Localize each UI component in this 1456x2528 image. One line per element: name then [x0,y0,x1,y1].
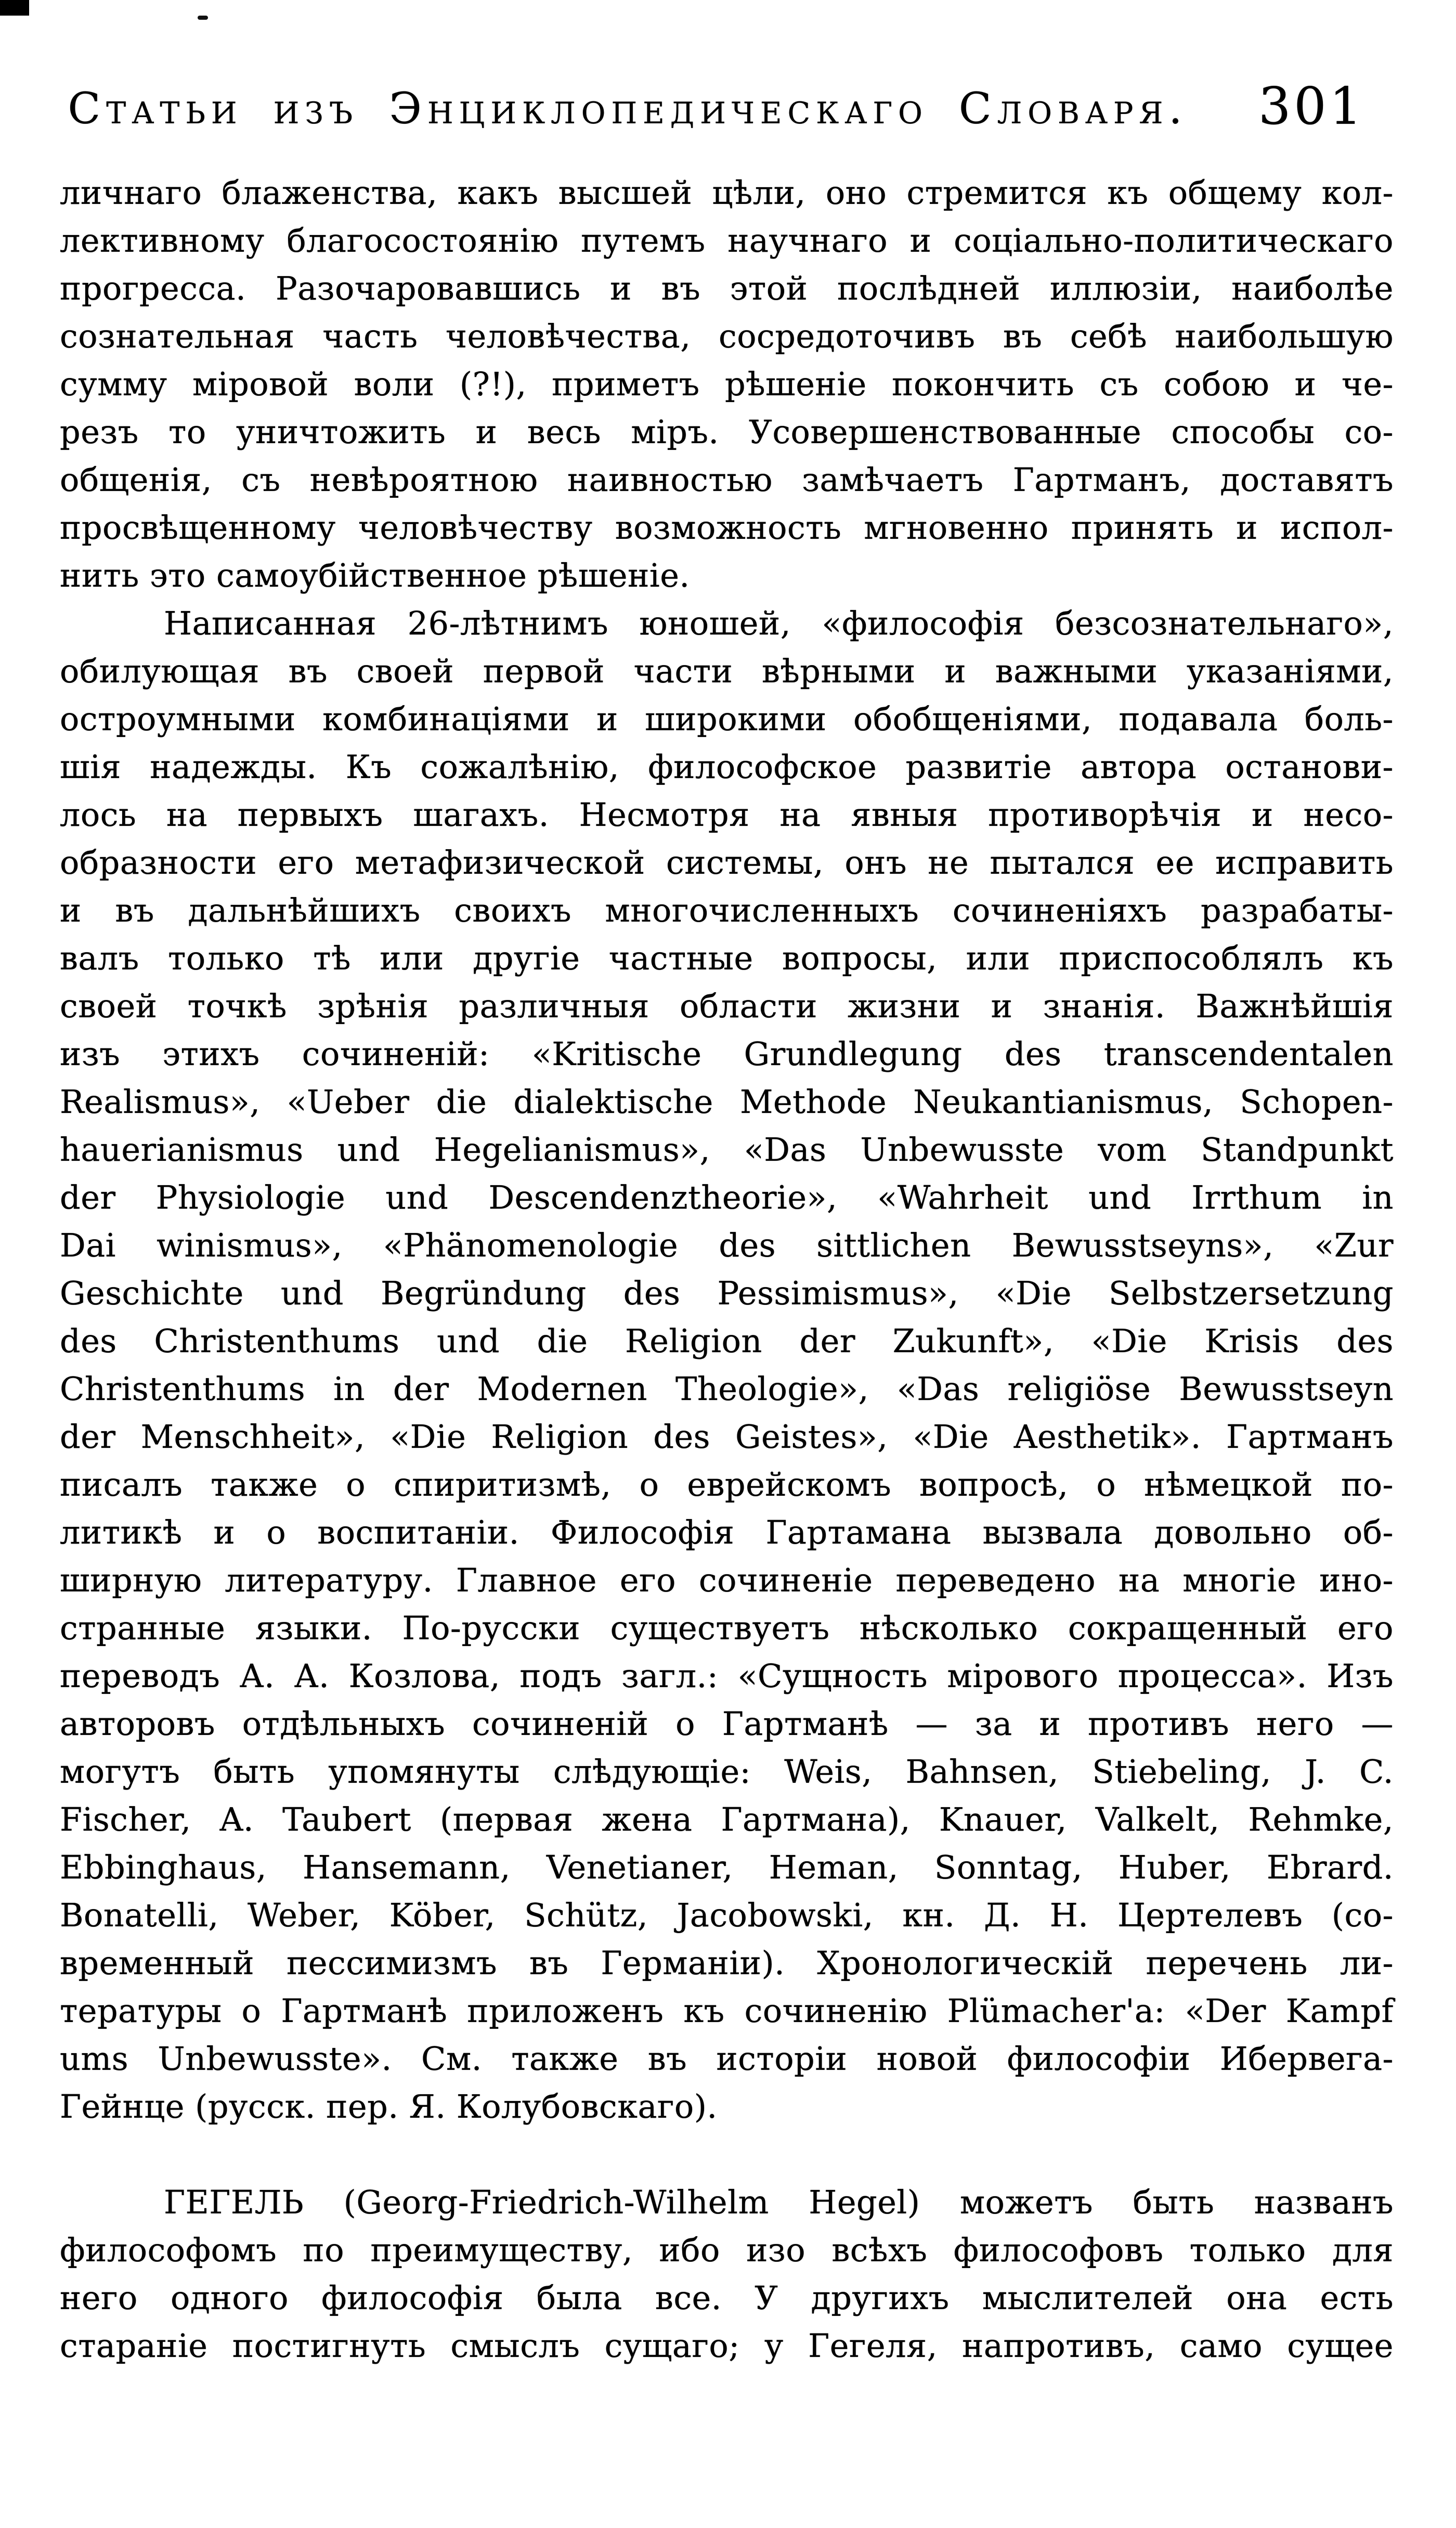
text-line: der Physiologie und Descendenztheorie», «Wahrheit und Irrthum in [60,1178,1394,1216]
text-line: der Menschheit», «Die Religion des Geistes», «Die Aesthetik». Гартманъ [60,1418,1394,1456]
text-line: ГЕГЕЛЬ (Georg-Friedrich-Wilhelm Hegel) можетъ быть названъ [164,2183,1394,2221]
page-number: 301 [1258,77,1365,136]
text-line: него одного философія была все. У другихъ мыслителей она есть [60,2279,1394,2317]
running-header [60,78,1394,146]
text-line: Bonatelli, Weber, Köber, Schütz, Jacobowski, кн. Д. Н. Цертелевъ (со- [60,1896,1394,1934]
text-line: литикѣ и о воспитаніи. Философія Гартамана вызвала довольно об- [60,1513,1394,1551]
body-text [60,169,1394,2370]
scan-artifact-corner [0,0,29,16]
text-line: сумму міровой воли (?!), приметъ рѣшеніе покончить съ собою и че- [60,365,1394,403]
text-line: остроумными комбинаціями и широкими обобщеніями, подавала боль- [60,700,1394,738]
text-line: обилующая въ своей первой части вѣрными и важными указаніями, [60,652,1394,690]
text-line: валъ только тѣ или другіе частные вопросы, или приспособлялъ къ [60,939,1394,977]
text-line: общенія, съ невѣроятною наивностью замѣчаетъ Гартманъ, доставятъ [60,461,1394,499]
text-line: нить это самоубійственное рѣшеніе. [60,556,690,594]
text-line: резъ то уничтожить и весь міръ. Усовершенствованные способы со- [60,413,1394,451]
text-line: прогресса. Разочаровавшись и въ этой послѣдней иллюзіи, наиболѣе [60,269,1394,307]
text-line: ширную литературу. Главное его сочиненіе переведено на многіе ино- [60,1561,1394,1599]
paragraph [60,600,1394,2131]
header-title: Статьи изъ Энциклопедическаго Словаря. [68,84,1188,134]
text-line: Geschichte und Begründung des Pessimismus», «Die Selbstzersetzung [60,1274,1394,1312]
paragraph [60,2179,1394,2370]
text-line: писалъ также о спиритизмѣ, о еврейскомъ вопросѣ, о нѣмецкой по- [60,1466,1394,1503]
text-line: и въ дальнѣйшихъ своихъ многочисленныхъ сочиненіяхъ разрабаты- [60,891,1394,929]
text-line: авторовъ отдѣльныхъ сочиненій о Гартманѣ — за и противъ него — [60,1705,1394,1743]
text-line: Realismus», «Ueber die dialektische Methode Neukantianismus, Schopen- [60,1083,1394,1121]
text-line: Fischer, A. Taubert (первая жена Гартмана), Knauer, Valkelt, Rehmke, [60,1800,1394,1838]
text-line: hauerianismus und Hegelianismus», «Das Unbewusste vom Standpunkt [60,1131,1394,1169]
text-line: могутъ быть упомянуты слѣдующіе: Weis, Bahnsen, Stiebeling, J. C. [60,1753,1394,1791]
text-line: тературы о Гартманѣ приложенъ къ сочиненію Plümacher'а: «Der Kampf [60,1992,1394,2030]
text-line: лективному благосостоянію путемъ научнаго и соціально-политическаго [60,222,1394,260]
text-line: личнаго блаженства, какъ высшей цѣли, оно стремится къ общему кол- [60,174,1394,212]
text-line: изъ этихъ сочиненій: «Kritische Grundlegung des transcendentalen [60,1035,1394,1073]
text-line: своей точкѣ зрѣнія различныя области жизни и знанія. Важнѣйшія [60,987,1394,1025]
text-line: переводъ А. А. Козлова, подъ загл.: «Сущность мірового процесса». Изъ [60,1657,1394,1695]
text-line: шія надежды. Къ сожалѣнію, философское развитіе автора останови- [60,748,1394,786]
text-line: лось на первыхъ шагахъ. Несмотря на явныя противорѣчія и несо- [60,796,1394,834]
paragraph [60,169,1394,600]
text-line: просвѣщенному человѣчеству возможность мгновенно принять и испол- [60,509,1394,547]
text-line: ums Unbewusste». См. также въ исторіи новой философіи Ибервега- [60,2040,1394,2078]
text-line: des Christenthums und die Religion der Zukunft», «Die Krisis des [60,1322,1394,1360]
text-line: стараніе постигнуть смыслъ сущаго; у Гегеля, напротивъ, само сущее [60,2327,1394,2365]
text-line: философомъ по преимуществу, ибо изо всѣхъ философовъ только для [60,2231,1394,2269]
text-line: странные языки. По-русски существуетъ нѣсколько сокращенный его [60,1609,1394,1647]
text-line: Гейнце (русск. пер. Я. Колубовскаго). [60,2088,718,2125]
text-line: Написанная 26-лѣтнимъ юношей, «философія безсознательнаго», [164,604,1394,642]
text-line: Dai winismus», «Phänomenologie des sittlichen Bewusstseyns», «Zur [60,1226,1394,1264]
text-line: Ebbinghaus, Hansemann, Venetianer, Heman, Sonntag, Huber, Ebrard. [60,1848,1394,1886]
text-line: временный пессимизмъ въ Германіи). Хронологическій перечень ли- [60,1944,1394,1982]
text-line: сознательная часть человѣчества, сосредоточивъ въ себѣ наибольшую [60,317,1394,355]
scan-artifact-speck [198,16,208,20]
text-line: Christenthums in der Modernen Theologie», «Das religiöse Bewusstseyn [60,1370,1394,1408]
text-line: образности его метафизической системы, онъ не пытался ее исправить [60,844,1394,881]
